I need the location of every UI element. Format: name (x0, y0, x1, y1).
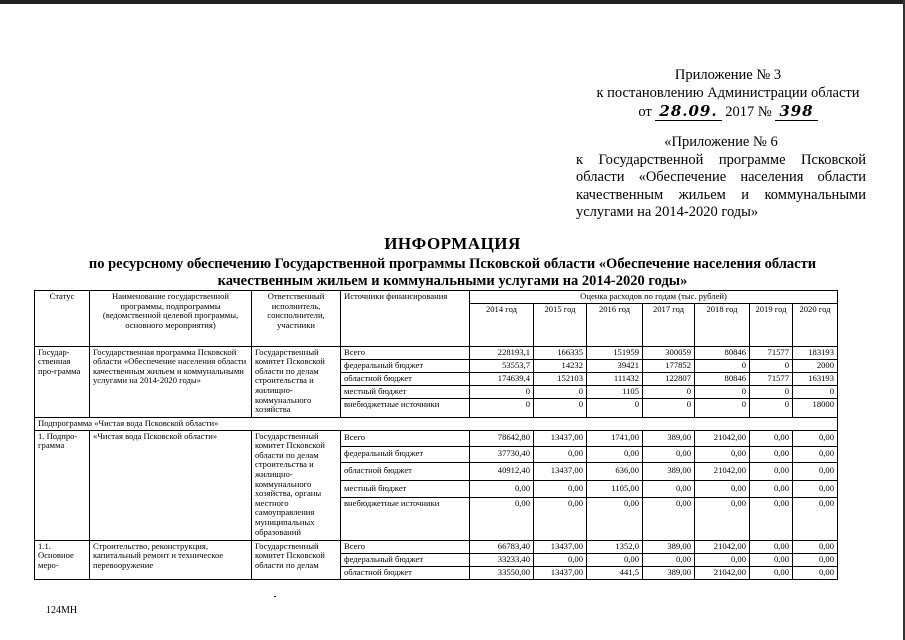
value-cell: 174639,4 (470, 372, 534, 385)
value-cell: 0,00 (534, 553, 587, 566)
value-cell: 152103 (534, 372, 587, 385)
year-label: 2017 № (725, 104, 772, 120)
value-cell: 0,00 (750, 462, 793, 480)
value-cell: 39421 (587, 359, 643, 372)
executor-cell: Государственный комитет Псковской области по делам строительства и жилищно-коммунального хозяйства, органы местного самоуправления муниципальных образований (252, 430, 341, 540)
value-cell: 389,00 (643, 430, 695, 446)
header-year: 2018 год (695, 303, 750, 346)
table-row (35, 540, 838, 553)
value-cell: 0,00 (793, 462, 838, 480)
source-cell: Всего (341, 430, 470, 446)
appendix-number: Приложение № 3 (674, 67, 782, 83)
source-cell: внебюджетные источники (341, 497, 470, 540)
value-cell: 21042,00 (695, 430, 750, 446)
doc-subtitle-line1: по ресурсному обеспечению Государственной программы Псковской области «Обеспечение населения области (88, 256, 817, 272)
value-cell: 0,00 (750, 446, 793, 462)
value-cell: 0,00 (534, 446, 587, 462)
resource-table (34, 290, 838, 580)
appendix-header (583, 66, 873, 121)
value-cell: 1105 (587, 385, 643, 398)
value-cell: 1741,00 (587, 430, 643, 446)
page-footer-code: 124МН (46, 605, 78, 616)
table-row (35, 346, 838, 359)
value-cell: 80846 (695, 372, 750, 385)
subprogram-label: Подпрограмма «Чистая вода Псковской области» (35, 417, 838, 430)
value-cell: 80846 (695, 346, 750, 359)
value-cell: 166335 (534, 346, 587, 359)
value-cell: 0,00 (750, 566, 793, 579)
value-cell: 71577 (750, 346, 793, 359)
value-cell: 0,00 (587, 446, 643, 462)
handwritten-number: 398 (775, 102, 817, 121)
source-cell: местный бюджет (341, 385, 470, 398)
value-cell: 0 (643, 385, 695, 398)
value-cell: 18000 (793, 398, 838, 417)
source-cell: областной бюджет (341, 372, 470, 385)
value-cell: 389,00 (643, 566, 695, 579)
source-cell: федеральный бюджет (341, 446, 470, 462)
value-cell: 37730,40 (470, 446, 534, 462)
value-cell: 1352,0 (587, 540, 643, 553)
header-year: 2020 год (793, 303, 838, 346)
value-cell: 33233,40 (470, 553, 534, 566)
value-cell: 0,00 (793, 553, 838, 566)
value-cell: 636,00 (587, 462, 643, 480)
source-cell: местный бюджет (341, 480, 470, 497)
value-cell: 1105,00 (587, 480, 643, 497)
header-year: 2017 год (643, 303, 695, 346)
appendix-6-body: к Государственной программе Псковской области «Обеспечение населения области качественным жильем и коммунальными услугами на 2014-2020 годы» (576, 151, 866, 220)
value-cell: 122807 (643, 372, 695, 385)
subprogram-row (35, 417, 838, 430)
source-cell: Всего (341, 540, 470, 553)
source-cell: областной бюджет (341, 462, 470, 480)
value-cell: 0 (750, 398, 793, 417)
value-cell: 0 (534, 398, 587, 417)
value-cell: 21042,00 (695, 462, 750, 480)
header-status: Статус (35, 291, 90, 347)
value-cell: 2000 (793, 359, 838, 372)
date-prefix: от (638, 104, 652, 120)
scan-top-edge (0, 0, 905, 4)
value-cell: 0,00 (695, 446, 750, 462)
value-cell: 21042,00 (695, 540, 750, 553)
value-cell: 389,00 (643, 462, 695, 480)
value-cell: 228193,1 (470, 346, 534, 359)
value-cell: 300059 (643, 346, 695, 359)
value-cell: 0,00 (793, 540, 838, 553)
value-cell: 0,00 (695, 497, 750, 540)
handwritten-date: 28.09. (655, 102, 721, 121)
value-cell: 0,00 (793, 430, 838, 446)
value-cell: 0,00 (750, 553, 793, 566)
name-cell: «Чистая вода Псковской области» (90, 430, 252, 540)
table-row (35, 430, 838, 446)
value-cell: 0 (750, 385, 793, 398)
name-cell: Государственная программа Псковской области «Обеспечение населения области качественным жильем и коммунальными услугами на 2014-2020 годы» (90, 346, 252, 417)
header-name: Наименование государственной программы, подпрограммы (ведомственной целевой программы, основного мероприятия) (90, 291, 252, 347)
header-year: 2016 год (587, 303, 643, 346)
value-cell: 0,00 (643, 480, 695, 497)
value-cell: 0 (587, 398, 643, 417)
value-cell: 13437,00 (534, 430, 587, 446)
name-cell: Строительство, реконструкция, капитальный ремонт и техническое перевооружение (90, 540, 252, 579)
status-cell: 1.1. Основное меро- (35, 540, 90, 579)
value-cell: 0 (695, 359, 750, 372)
value-cell: 0,00 (643, 446, 695, 462)
value-cell: 0 (750, 359, 793, 372)
value-cell: 163193 (793, 372, 838, 385)
source-cell: областной бюджет (341, 566, 470, 579)
header-row-1 (35, 291, 838, 304)
value-cell: 0 (534, 385, 587, 398)
value-cell: 0,00 (793, 497, 838, 540)
header-estimate: Оценка расходов по годам (тыс. рублей) (470, 291, 838, 304)
source-cell: федеральный бюджет (341, 359, 470, 372)
value-cell: 0 (470, 398, 534, 417)
header-year: 2014 год (470, 303, 534, 346)
header-year: 2019 год (750, 303, 793, 346)
value-cell: 21042,00 (695, 566, 750, 579)
value-cell: 71577 (750, 372, 793, 385)
value-cell: 0,00 (793, 480, 838, 497)
value-cell: 0,00 (695, 480, 750, 497)
executor-cell: Государственный комитет Псковской области по делам строительства и жилищно-коммунального хозяйства (252, 346, 341, 417)
header-executor: Ответственный исполнитель, соисполнители, участники (252, 291, 341, 347)
source-cell: федеральный бюджет (341, 553, 470, 566)
value-cell: 0,00 (534, 480, 587, 497)
value-cell: 78642,80 (470, 430, 534, 446)
value-cell: 0,00 (534, 497, 587, 540)
source-cell: Всего (341, 346, 470, 359)
value-cell: 389,00 (643, 540, 695, 553)
value-cell: 0 (793, 385, 838, 398)
appendix-date-line (583, 102, 873, 121)
header-source: Источники финансирования (341, 291, 470, 347)
value-cell: 151959 (587, 346, 643, 359)
value-cell: 0,00 (643, 497, 695, 540)
executor-cell: Государственный комитет Псковской области по делам (252, 540, 341, 579)
value-cell: 0,00 (643, 553, 695, 566)
value-cell: 0 (643, 398, 695, 417)
value-cell: 13437,00 (534, 566, 587, 579)
status-cell: 1. Подпро-грамма (35, 430, 90, 540)
value-cell: 0 (470, 385, 534, 398)
value-cell: 441,5 (587, 566, 643, 579)
source-cell: внебюджетные источники (341, 398, 470, 417)
value-cell: 0,00 (750, 497, 793, 540)
value-cell: 0,00 (750, 540, 793, 553)
value-cell: 33550,00 (470, 566, 534, 579)
doc-title: ИНФОРМАЦИЯ (384, 234, 521, 253)
value-cell: 66783,40 (470, 540, 534, 553)
value-cell: 0,00 (750, 480, 793, 497)
value-cell: 13437,00 (534, 540, 587, 553)
doc-subtitle-line2: качественным жильем и коммунальными услугами на 2014-2020 годы» (217, 273, 688, 289)
value-cell: 177852 (643, 359, 695, 372)
status-cell: Государ-ственная про-грамма (35, 346, 90, 417)
value-cell: 13437,00 (534, 462, 587, 480)
value-cell: 0 (695, 385, 750, 398)
value-cell: 183193 (793, 346, 838, 359)
value-cell: 0 (695, 398, 750, 417)
margin-mark (274, 596, 276, 597)
value-cell: 0,00 (793, 566, 838, 579)
value-cell: 0,00 (587, 497, 643, 540)
value-cell: 0,00 (587, 553, 643, 566)
value-cell: 0,00 (793, 446, 838, 462)
value-cell: 0,00 (695, 553, 750, 566)
value-cell: 111432 (587, 372, 643, 385)
appendix-resolution: к постановлению Администрации области (596, 85, 860, 101)
value-cell: 53553,7 (470, 359, 534, 372)
header-year: 2015 год (534, 303, 587, 346)
value-cell: 14232 (534, 359, 587, 372)
appendix-6-header (576, 134, 866, 222)
value-cell: 0,00 (750, 430, 793, 446)
value-cell: 0,00 (470, 480, 534, 497)
value-cell: 0,00 (470, 497, 534, 540)
value-cell: 40912,40 (470, 462, 534, 480)
appendix-6-title: «Приложение № 6 (664, 134, 778, 150)
